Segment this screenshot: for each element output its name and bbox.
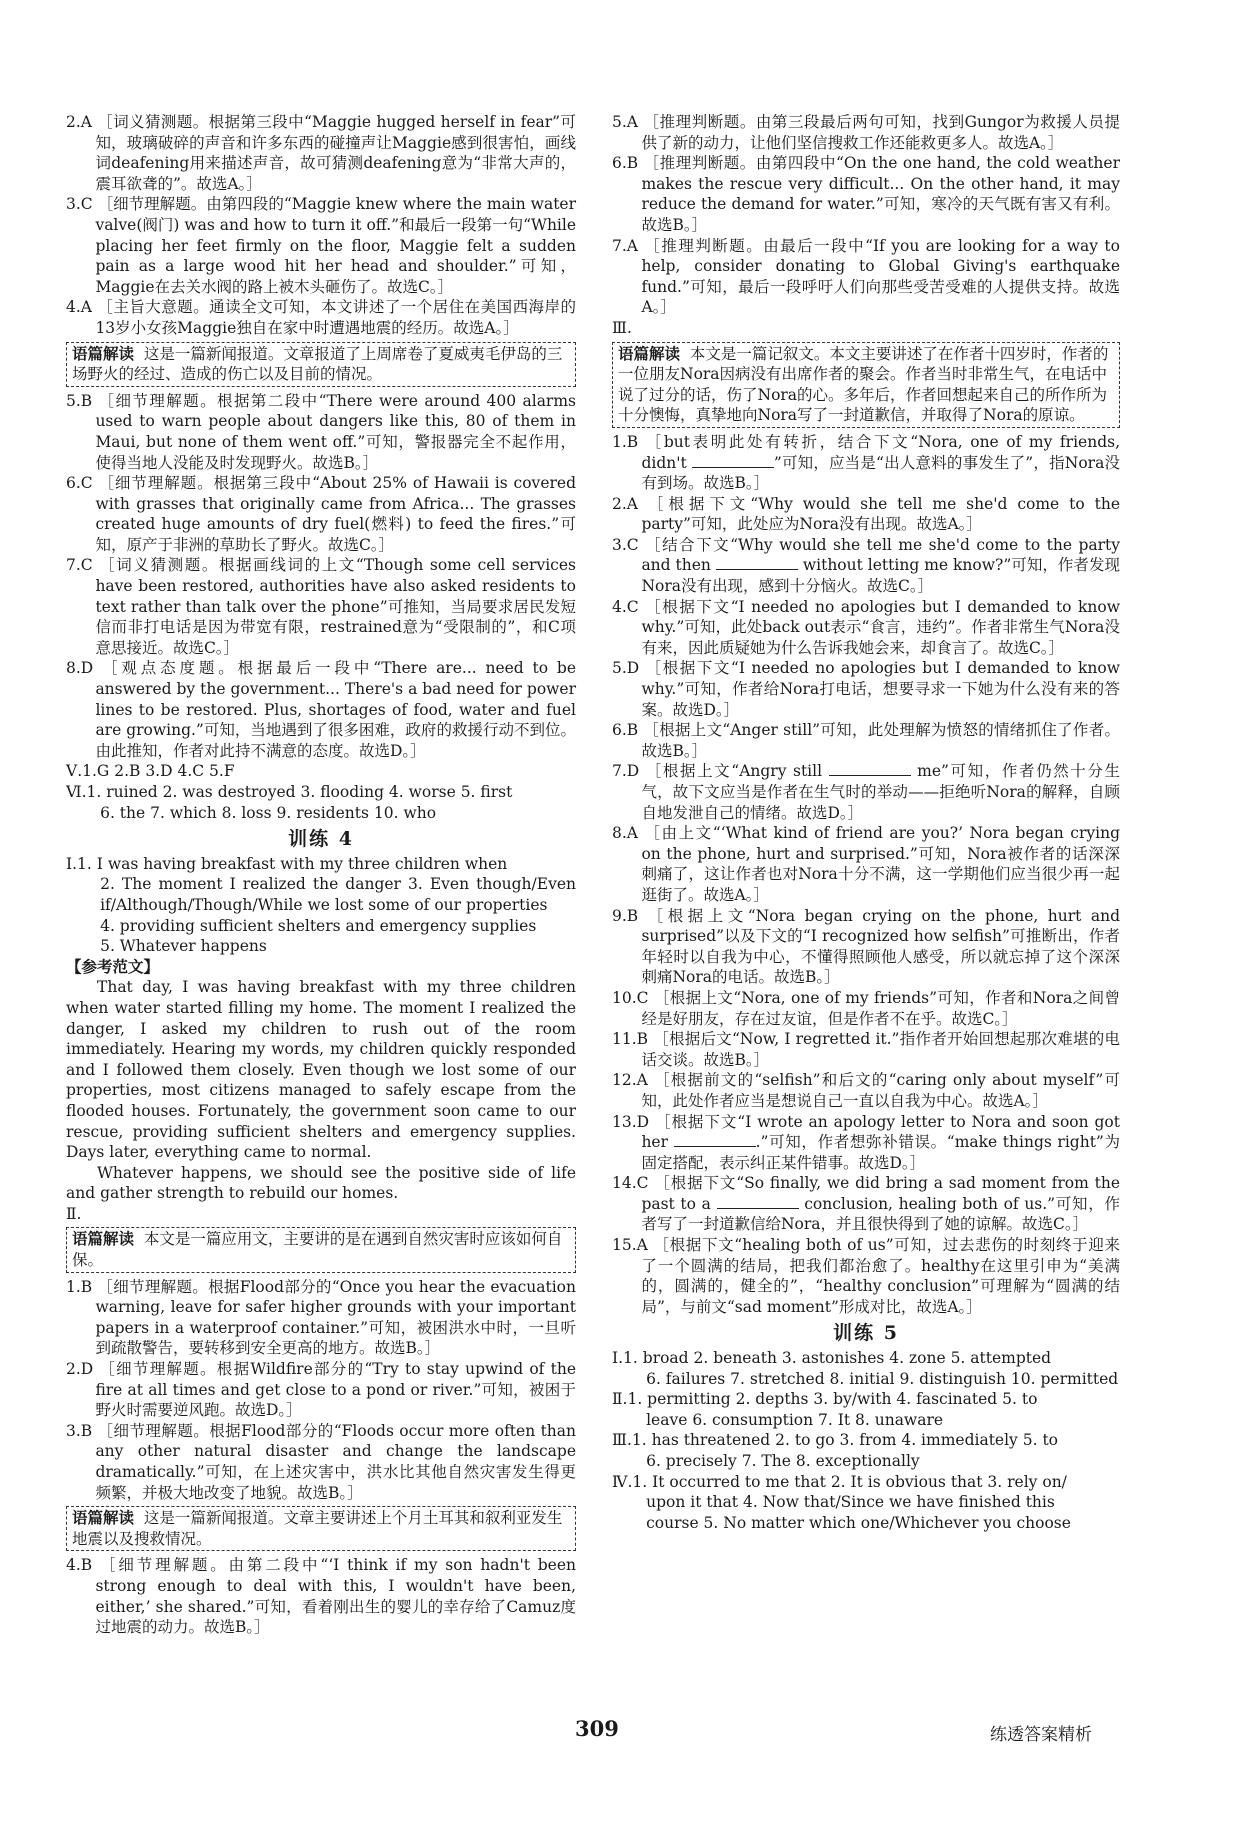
answer-line: 6. precisely 7. The 8. exceptionally bbox=[646, 1452, 920, 1470]
box-text: 本文是一篇记叙文。本文主要讲述了在作者十四岁时，作者的一位朋友Nora因病没有出席作者的聚会。作者当时非常生气，在电话中说了过分的话，伤了Nora的心。多年后，作者回想起来自己的所作所为十分懊悔，真挚地向Nora写了一封道歉信，并取得了Nora的原谅。 bbox=[618, 344, 1109, 425]
book-title: 练透答案精析 bbox=[990, 1725, 1092, 1745]
answer-item: 11.B ［根据后文“Now, I regretted it.”指作者开始回想起那次难堪的电话交谈。故选B。］ bbox=[612, 1030, 1120, 1069]
answer-item: 2.A ［词义猜测题。根据第三段中“Maggie hugged herself in fear”可知，玻璃破碎的声音和许多东西的碰撞声让Maggie感到很害怕，画线词deafening用来描述声音，故可猜测deafening意为“非常大声的，震耳欲聋的”。故选A。］ bbox=[66, 113, 576, 193]
passage-analysis-box bbox=[66, 1506, 576, 1551]
answer-blank bbox=[829, 763, 911, 776]
answer-item: 2.A ［根据下文“Why would she tell me she'd come to the party”可知，此处应为Nora没有出现。故选A。］ bbox=[612, 494, 1120, 534]
section-heading: 训练 4 bbox=[288, 828, 354, 851]
answer-item: 6.B ［推理判断题。由第四段中“On the one hand, the cold weather makes the rescue very difficult... On the other hand, it may reduce the demand for water.”可知，寒冷的天气既有害又有利。故选B。］ bbox=[612, 154, 1120, 234]
answer-item: 7.D ［根据上文“Angry still me”可知，作者仍然十分生气，故下文应当是作者在生气时的举动——拒绝听Nora的解释，自顾自地发泄自己的情绪。故选D。］ bbox=[612, 762, 1121, 822]
essay-paragraph: Whatever happens, we should see the positive side of life and gather strength to rebuild our homes. bbox=[66, 1163, 576, 1203]
section-mark: Ⅱ. bbox=[66, 1204, 82, 1223]
box-label: 语篇解读 bbox=[72, 343, 135, 363]
answer-line: 4. providing sufficient shelters and emergency supplies bbox=[100, 916, 537, 935]
answer-item: 9.B ［根据上文“Nora began crying on the phone, hurt and surprised”以及下文的“I recognized how selfish”可推断出，作者年轻时以自我为中心，不懂得照顾他人感受，所以就忘掉了这个深深刺痛Nora的电话。故选B。］ bbox=[612, 906, 1120, 987]
passage-analysis-box bbox=[612, 342, 1120, 428]
answer-blank bbox=[716, 557, 798, 570]
essay-paragraph: That day, I was having breakfast with my three children when water started filling my home. The moment I realized the danger, I asked my children to rush out of the room immediately. Hearing my words, my children quickly responded and I followed them closely. Even though we lost some of our properties, most citizens managed to safely escape from the flooded houses. Fortunately, the government soon came to our rescue, providing sufficient shelters and emergency supplies. Days later, everything came to normal. bbox=[66, 978, 576, 1162]
section-mark: Ⅲ. bbox=[612, 318, 632, 337]
section-heading: 训练 5 bbox=[833, 1322, 899, 1345]
answer-line: 6. the 7. which 8. loss 9. residents 10. who bbox=[100, 803, 437, 822]
box-text: 本文是一篇应用文，主要讲的是在遇到自然灾害时应该如何自保。 bbox=[72, 1230, 563, 1270]
answer-line: leave 6. consumption 7. It 8. unaware bbox=[646, 1410, 944, 1429]
answer-item: 14.C ［根据下文“So finally, we did bring a sad moment from the past to a conclusion, healing both of us.”可知，作者写了一封道歉信给Nora，并且很快得到了她的谅解。故选C。］ bbox=[612, 1174, 1120, 1234]
answer-line: Ⅲ.1. has threatened 2. to go 3. from 4. immediately 5. to bbox=[612, 1431, 1059, 1450]
answer-item: 15.A ［根据下文“healing both of us”可知，过去悲伤的时刻终于迎来了一个圆满的结局，把我们都治愈了。healthy在这里引申为“美满的，圆满的，健全的”，“healthy conclusion”可理解为“圆满的结局”，与前文“sad moment”形成对比，故选A。］ bbox=[612, 1236, 1120, 1316]
answer-item: 13.D ［根据下文“I wrote an apology letter to Nora and soon got her .”可知，作者想弥补错误。“make things right”为固定搭配，表示纠正某件错事。故选D。］ bbox=[612, 1112, 1120, 1172]
answer-line: Ⅱ.1. permitting 2. depths 3. by/with 4. fascinated 5. to bbox=[612, 1390, 1038, 1409]
answer-item: 1.B ［细节理解题。根据Flood部分的“Once you hear the evacuation warning, leave for safer higher grounds with your important papers in a waterproof container.”可知，被困洪水中时，一旦听到疏散警告，要转移到安全更高的地方。故选B。］ bbox=[66, 1277, 576, 1358]
answer-item: 10.C ［根据上文“Nora, one of my friends”可知，作者和Nora之间曾经是好朋友，存在过友谊，但是作者不在乎。故选C。］ bbox=[612, 988, 1120, 1028]
answer-line: Ⅴ.1.G 2.B 3.D 4.C 5.F bbox=[66, 762, 235, 781]
answer-item: 7.C ［词义猜测题。根据画线词的上文“Though some cell services have been restored, authorities have also asked residents to text rather than talk over the phone”可推知，当局要求居民发短信而非打电话是因为带宽有限，restrained意为“受限制的”，和C项意思接近。故选C。］ bbox=[66, 556, 576, 657]
answer-item: 4.C ［根据下文“I needed no apologies but I demanded to know why.”可知，此处back out表示“食言，违约”。作者非常生气Nora没有来，因此质疑她为什么告诉我她会来，却食言了。故选C。］ bbox=[612, 597, 1120, 657]
answer-line: Ⅰ.1. I was having breakfast with my three children when bbox=[66, 854, 508, 873]
page-number: 309 bbox=[575, 1716, 619, 1741]
answer-item: 8.A ［由上文“‘What kind of friend are you?’ Nora began crying on the phone, hurt and surprised.”可知，Nora被作者的话深深刺痛了，这让作者也对Nora十分不满，这一学期他们应当很少再一起逛街了。故选A。］ bbox=[612, 824, 1120, 904]
answer-item: 6.C ［细节理解题。根据第三段中“About 25% of Hawaii is covered with grasses that originally came from Africa... The grasses created huge amounts of dry fuel(燃料) to feed the fires.”可知，原产于非洲的草助长了野火。故选C。］ bbox=[66, 474, 576, 554]
answer-line: Ⅳ.1. It occurred to me that 2. It is obvious that 3. rely on/ bbox=[612, 1472, 1067, 1491]
answer-blank bbox=[717, 1196, 799, 1209]
answer-blank bbox=[674, 1134, 756, 1147]
box-text: 这是一篇新闻报道。文章报道了上周席卷了夏威夷毛伊岛的三场野火的经过、造成的伤亡以及目前的情况。 bbox=[72, 344, 563, 384]
box-label: 语篇解读 bbox=[72, 1229, 135, 1249]
box-label: 语篇解读 bbox=[618, 343, 681, 363]
answer-line: Ⅵ.1. ruined 2. was destroyed 3. flooding 4. worse 5. first bbox=[66, 783, 513, 801]
answer-item: 6.B ［根据上文“Anger still”可知，此处理解为愤怒的情绪抓住了作者。故选B。］ bbox=[612, 721, 1120, 760]
answer-line: Ⅰ.1. broad 2. beneath 3. astonishes 4. zone 5. attempted bbox=[612, 1349, 1052, 1368]
answer-line: 6. failures 7. stretched 8. initial 9. distinguish 10. permitted bbox=[646, 1369, 1119, 1388]
answer-item: 8.D ［观点态度题。根据最后一段中“There are... need to be answered by the government... There's a bad need for power lines to be restored. Plus, shortages of food, water and fuel are growing.”可知，当地遇到了很多困难，政府的救援行动不到位。由此推知，作者对此持不满意的态度。故选D。］ bbox=[66, 659, 576, 760]
box-label: 语篇解读 bbox=[72, 1508, 135, 1528]
answer-item: 3.C ［结合下文“Why would she tell me she'd come to the party and then without letting me know?”可知，作者发现Nora没有出现，感到十分恼火。故选C。］ bbox=[612, 535, 1120, 596]
answer-item: 5.B ［细节理解题。根据第二段中“There were around 400 alarms used to warn people about dangers like this, 80 of them in Maui, but none of them went off.”可知，警报器完全不起作用，使得当地人没能及时发现野火。故选B。］ bbox=[66, 391, 576, 472]
answer-item: 5.D ［根据下文“I needed no apologies but I demanded to know why.”可知，作者给Nora打电话，想要寻求一下她为什么没有来的答案。故选D。］ bbox=[612, 659, 1120, 719]
box-text: 这是一篇新闻报道。文章主要讲述上个月土耳其和叙利亚发生地震以及搜救情况。 bbox=[72, 1509, 563, 1548]
answer-line: course 5. No matter which one/Whichever you choose bbox=[646, 1513, 1071, 1532]
answer-item: 5.A ［推理判断题。由第三段最后两句可知，找到Gungor为救援人员提供了新的动力，让他们坚信搜救工作还能救更多人。故选A。］ bbox=[612, 113, 1120, 152]
right-column bbox=[612, 112, 1120, 1533]
passage-analysis-box bbox=[66, 342, 576, 387]
answer-blank bbox=[692, 455, 774, 468]
answer-item: 1.B ［but表明此处有转折，结合下文“Nora, one of my friends, didn't ”可知，应当是“出人意料的事发生了”，指Nora没有到场。故选B。］ bbox=[612, 432, 1120, 493]
answer-item: 12.A ［根据前文的“selfish”和后文的“caring only about myself”可知，此处作者应当是想说自己一直以自我为中心。故选A。］ bbox=[612, 1071, 1120, 1110]
left-column bbox=[66, 112, 576, 1638]
answer-line: 5. Whatever happens bbox=[100, 937, 267, 956]
reference-essay-label: 【参考范文】 bbox=[66, 956, 160, 976]
answer-item: 3.B ［细节理解题。根据Flood部分的“Floods occur more often than any other natural disaster and change the landscape dramatically.”可知，在上述灾害中，洪水比其他自然灾害发生得更频繁，并极大地改变了地貌。故选B。］ bbox=[66, 1421, 576, 1502]
answer-item: 3.C ［细节理解题。由第四段的“Maggie knew where the main water valve(阀门) was and how to turn it off.”和最后一段第一句“While placing her feet firmly on the floor, Maggie felt a sudden pain as a large wood hit her head and shoulder.”可知，Maggie在去关水阀的路上被木头砸伤了。故选C。］ bbox=[66, 195, 577, 296]
answer-line: 2. The moment I realized the danger 3. Even though/Even if/Although/Though/While we lost some of our properties bbox=[100, 875, 576, 914]
answer-item: 4.B ［细节理解题。由第二段中“‘I think if my son hadn't been strong enough to deal with this, I wouldn't have been, either,’ she shared.”可知，看着刚出生的婴儿的幸存给了Camuz度过地震的动力。故选B。］ bbox=[66, 1556, 576, 1637]
passage-analysis-box bbox=[66, 1227, 576, 1272]
answer-item: 7.A ［推理判断题。由最后一段中“If you are looking for a way to help, consider donating to Global Giving's earthquake fund.”可知，最后一段呼吁人们向那些受苦受难的人提供支持。故选A。］ bbox=[612, 236, 1120, 317]
answer-line: upon it that 4. Now that/Since we have finished this bbox=[646, 1493, 1055, 1512]
answer-item: 4.A ［主旨大意题。通读全文可知，本文讲述了一个居住在美国西海岸的13岁小女孩Maggie独自在家中时遭遇地震的经历。故选A。］ bbox=[66, 298, 576, 337]
answer-item: 2.D ［细节理解题。根据Wildfire部分的“Try to stay upwind of the fire at all times and get close to a pond or river.”可知，被困于野火时需要逆风跑。故选D。］ bbox=[66, 1360, 576, 1420]
